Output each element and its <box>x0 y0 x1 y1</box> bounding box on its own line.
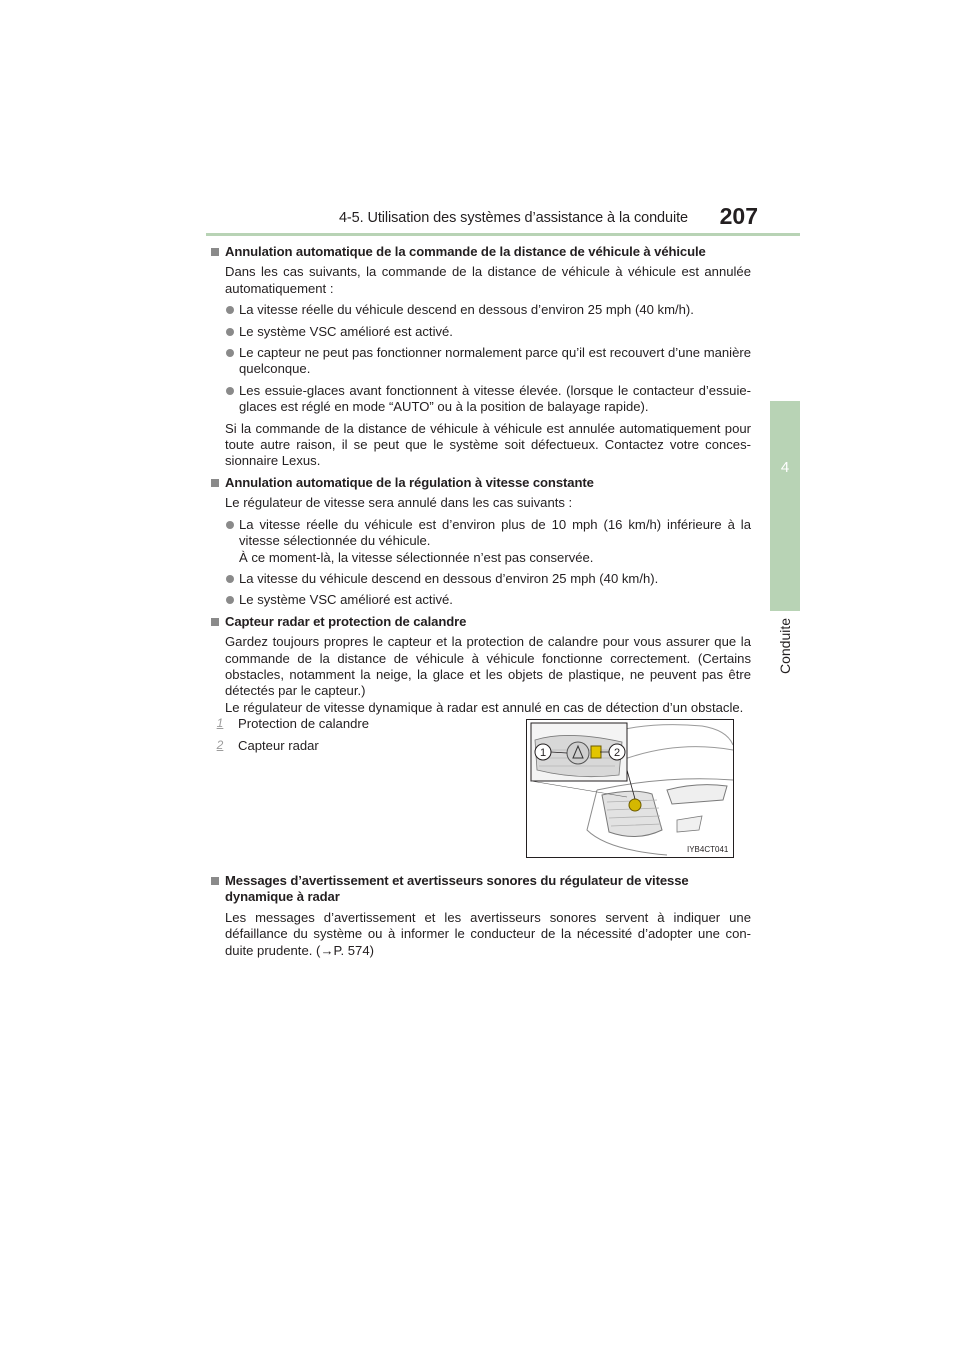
callout-number: 1 <box>216 716 224 730</box>
bullet-icon <box>226 306 234 314</box>
main-content <box>211 244 751 721</box>
marker-1-label: 1 <box>539 747 547 759</box>
list-item: La vitesse réelle du véhicule descend en dessous d’environ 25 mph (40 km/h). <box>211 302 751 318</box>
bullet-icon <box>226 575 234 583</box>
callout-item <box>211 738 491 760</box>
bullet-icon <box>226 328 234 336</box>
chapter-tab <box>770 401 800 611</box>
radar-sensor-illustration <box>526 719 734 858</box>
paragraph: Dans les cas suivants, la commande de la distance de véhicule à véhicule est annulée automatiquement : <box>225 264 751 296</box>
section-title: 4-5. Utilisation des systèmes d’assistance à la conduite <box>338 210 688 226</box>
paragraph: Les messages d’avertissement et les avertisseurs sonores servent à indiquer une défaillance du système ou à informer le conducteur de la nécessité d’adopter une con-duite prudente. (→P. 574) <box>225 909 751 958</box>
bullet-icon <box>226 521 234 529</box>
list-item: Le système VSC amélioré est activé. <box>211 592 751 608</box>
section-heading: Annulation automatique de la commande de la distance de véhicule à véhicule <box>211 244 751 260</box>
car-front-drawing <box>527 720 733 857</box>
callout-label: Capteur radar <box>238 738 319 753</box>
paragraph: Si la commande de la distance de véhicule à véhicule est annulée automatiquement pour toute autre raison, il se peut que le système soit défectueux. Contactez votre conces-sionnaire Lexus. <box>225 420 751 469</box>
page-header <box>206 202 800 232</box>
section-heading: Capteur radar et protection de calandre <box>211 614 751 630</box>
list-item: La vitesse réelle du véhicule est d’environ plus de 10 mph (16 km/h) inférieure à la vitesse sélectionnée du véhicule. <box>211 517 751 550</box>
bullet-icon <box>226 349 234 357</box>
callout-item <box>211 716 491 738</box>
list-item: La vitesse du véhicule descend en dessous d’environ 25 mph (40 km/h). <box>211 571 751 587</box>
section-heading: Annulation automatique de la régulation à vitesse constante <box>211 475 751 491</box>
list-item: Le système VSC amélioré est activé. <box>211 324 751 340</box>
chapter-number: 4 <box>780 459 790 476</box>
list-item-continuation: À ce moment-là, la vitesse sélectionnée n’est pas conservée. <box>239 549 594 565</box>
marker-2-label: 2 <box>613 747 621 759</box>
callout-number: 2 <box>216 738 224 752</box>
paragraph: Le régulateur de vitesse sera annulé dans les cas suivants : <box>225 495 573 511</box>
bullet-icon <box>226 387 234 395</box>
lower-content <box>211 873 751 964</box>
header-rule <box>206 233 800 236</box>
paragraph: Le régulateur de vitesse dynamique à radar est annulé en cas de détection d’un obstacle. <box>225 699 744 715</box>
list-item: Les essuie-glaces avant fonctionnent à vitesse élevée. (lorsque le contacteur d’essuie-glaces est réglé en mode “AUTO” ou à la position de balayage rapide). <box>211 383 751 416</box>
bullet-icon <box>226 596 234 604</box>
callout-list <box>211 716 491 760</box>
list-item: Le capteur ne peut pas fonctionner normalement parce qu’il est recouvert d’une manière quelconque. <box>211 345 751 378</box>
callout-label: Protection de calandre <box>238 716 370 731</box>
figure-code: IYB4CT041 <box>687 845 729 854</box>
chapter-label: Conduite <box>777 617 793 675</box>
paragraph: Gardez toujours propres le capteur et la protection de calandre pour vous assurer que la commande de la distance de véhicule à véhicule fonctionne correctement. (Certains obstacles, notamment la neige, la glace et les objets de plastique, ne peuvent pas être détectés par le capteur.) <box>225 634 751 699</box>
page-number: 207 <box>719 203 758 229</box>
section-heading: Messages d’avertissement et avertisseurs sonores du régulateur de vitesse dynamique à radar <box>211 873 751 906</box>
